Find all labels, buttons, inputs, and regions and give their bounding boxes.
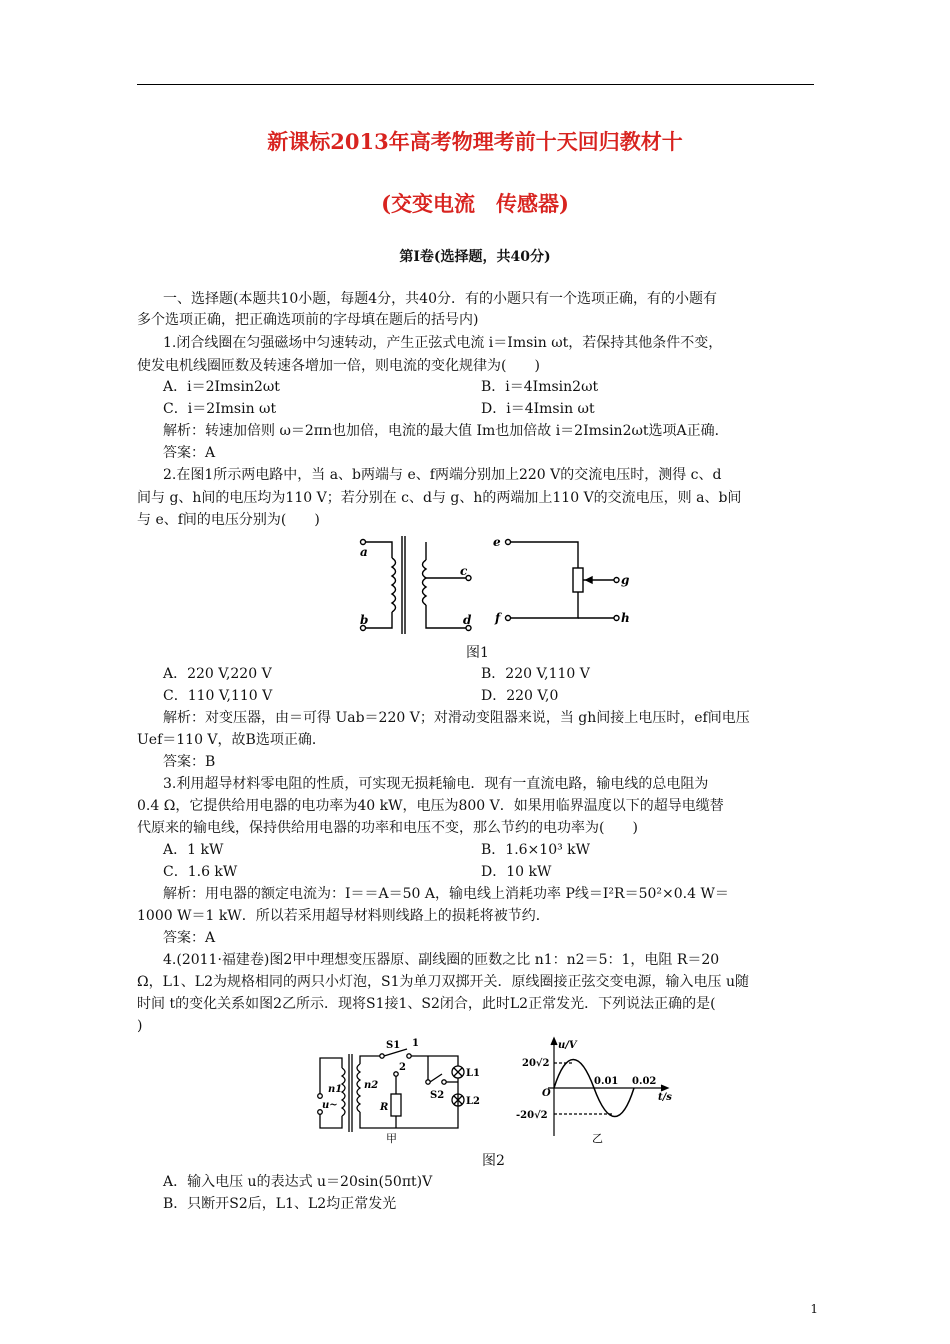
fig2-label: 2: [399, 1062, 406, 1073]
fig2-label: n1: [328, 1084, 343, 1095]
page-number: 1: [810, 1302, 818, 1316]
graph-x1-label: 0.01: [594, 1076, 619, 1087]
answer: 答案：A: [163, 445, 216, 461]
option: A．输入电压 u的表达式 u＝20sin(50πt)V: [163, 1174, 433, 1190]
fig1-label: e: [493, 535, 501, 549]
figure-2-graph: [508, 1036, 678, 1144]
text-line: 一、选择题(本题共10小题，每题4分，共40分．有的小题只有一个选项正确，有的小题有: [163, 291, 717, 307]
graph-ymin-label: -20√2: [516, 1110, 548, 1121]
analysis: 解析：用电器的额定电流为：I＝＝A＝50 A，输电线上消耗功率 P线＝I²R＝50²×0.4 W＝: [163, 886, 729, 902]
text-line: ): [137, 1018, 143, 1034]
text-line: 代原来的输电线，保持供给用电器的功率和电压不变，那么节约的电功率为( ): [137, 820, 638, 836]
option: A．1 kW: [163, 842, 224, 858]
fig2-label: L2: [466, 1096, 480, 1107]
option: A．220 V,220 V: [163, 666, 272, 682]
question-2: 2.在图1所示两电路中，当 a、b两端与 e、f两端分别加上220 V的交流电压时，测得 c、d: [163, 467, 722, 483]
fig2-label: S2: [430, 1090, 445, 1101]
section-heading: 第Ⅰ卷(选择题，共40分): [399, 249, 551, 265]
header-rule: [137, 84, 814, 85]
fig1-label: h: [621, 611, 630, 625]
analysis: 解析：对变压器，由＝可得 Uab＝220 V；对滑动变阻器来说，当 gh间接上电压时，ef间电压: [163, 710, 750, 726]
fig2-label: R: [380, 1102, 389, 1113]
question-3: 3.利用超导材料零电阻的性质，可实现无损耗输电．现有一直流电路，输电线的总电阻为: [163, 776, 709, 792]
option: B．220 V,110 V: [481, 666, 590, 682]
document-subtitle: (交变电流 传感器): [381, 191, 569, 216]
fig1-label: d: [463, 613, 472, 627]
text-line: 与 e、f间的电压分别为( ): [137, 512, 320, 528]
fig1-label: c: [460, 564, 468, 578]
figure-1-caption: 图1: [466, 645, 489, 661]
graph-ymax-label: 20√2: [522, 1058, 550, 1069]
fig2-label: 1: [412, 1038, 419, 1049]
figure-1-circuits: [350, 530, 640, 640]
text-line: 间与 g、h间的电压均为110 V；若分别在 c、d与 g、h的两端加上110 V的交流电压，则 a、b间: [137, 490, 742, 506]
answer: 答案：B: [163, 754, 216, 770]
text-line: Uef＝110 V，故B选项正确．: [137, 732, 326, 748]
analysis: 解析：转速加倍则 ω＝2πn也加倍，电流的最大值 Im也加倍故 i＝2Imsin2ωt选项A正确．: [163, 423, 729, 439]
option: B．1.6×10³ kW: [481, 842, 591, 858]
option: C．110 V,110 V: [163, 688, 273, 704]
option: B．i＝4Imsin2ωt: [481, 379, 599, 395]
figure-2-caption: 图2: [482, 1153, 505, 1169]
fig1-label: a: [360, 545, 368, 559]
graph-yaxis-label: u/V: [558, 1040, 577, 1051]
fig2-label: S1: [386, 1040, 401, 1051]
text-line: 多个选项正确，把正确选项前的字母填在题后的括号内): [137, 312, 479, 328]
text-line: 使发电机线圈匝数及转速各增加一倍，则电流的变化规律为( ): [137, 358, 540, 374]
fig2-left-caption: 甲: [386, 1132, 397, 1145]
text-line: 0.4 Ω，它提供给用电器的电功率为40 kW，电压为800 V．如果用临界温度以下的超导电缆替: [137, 798, 724, 814]
option: A．i＝2Imsin2ωt: [163, 379, 280, 395]
graph-x2-label: 0.02: [632, 1076, 657, 1087]
fig2-label: L1: [466, 1068, 480, 1079]
option: D．i＝4Imsin ωt: [481, 401, 595, 417]
option: D．10 kW: [481, 864, 552, 880]
fig2-label: n2: [364, 1080, 379, 1091]
text-line: 时间 t的变化关系如图2乙所示．现将S1接1、S2闭合，此时L2正常发光．下列说法正确的是(: [137, 996, 716, 1012]
fig1-label: b: [360, 613, 369, 627]
text-line: 1000 W＝1 kW．所以若采用超导材料则线路上的损耗将被节约．: [137, 908, 550, 924]
fig1-label: g: [621, 573, 630, 587]
graph-xaxis-label: t/s: [658, 1092, 672, 1103]
fig2-right-caption: 乙: [592, 1132, 603, 1145]
option: B．只断开S2后，L1、L2均正常发光: [163, 1196, 397, 1212]
option: D．220 V,0: [481, 688, 559, 704]
question-1: 1.闭合线圈在匀强磁场中匀速转动，产生正弦式电流 i＝Imsin ωt，若保持其他条件不变，: [163, 335, 723, 351]
answer: 答案：A: [163, 930, 216, 946]
graph-origin-label: O: [542, 1088, 551, 1099]
question-4: 4.(2011·福建卷)图2甲中理想变压器原、副线圈的匝数之比 n1：n2＝5：1，电阻 R＝20: [163, 952, 720, 968]
text-line: Ω，L1、L2为规格相同的两只小灯泡，S1为单刀双掷开关．原线圈接正弦交变电源，输入电压 u随: [137, 974, 749, 990]
document-title: 新课标2013年高考物理考前十天回归教材十: [267, 129, 683, 154]
option: C．i＝2Imsin ωt: [163, 401, 277, 417]
fig1-label: f: [495, 611, 501, 625]
figure-2-circuit: [308, 1036, 478, 1144]
fig2-label: u~: [322, 1100, 338, 1111]
option: C．1.6 kW: [163, 864, 238, 880]
